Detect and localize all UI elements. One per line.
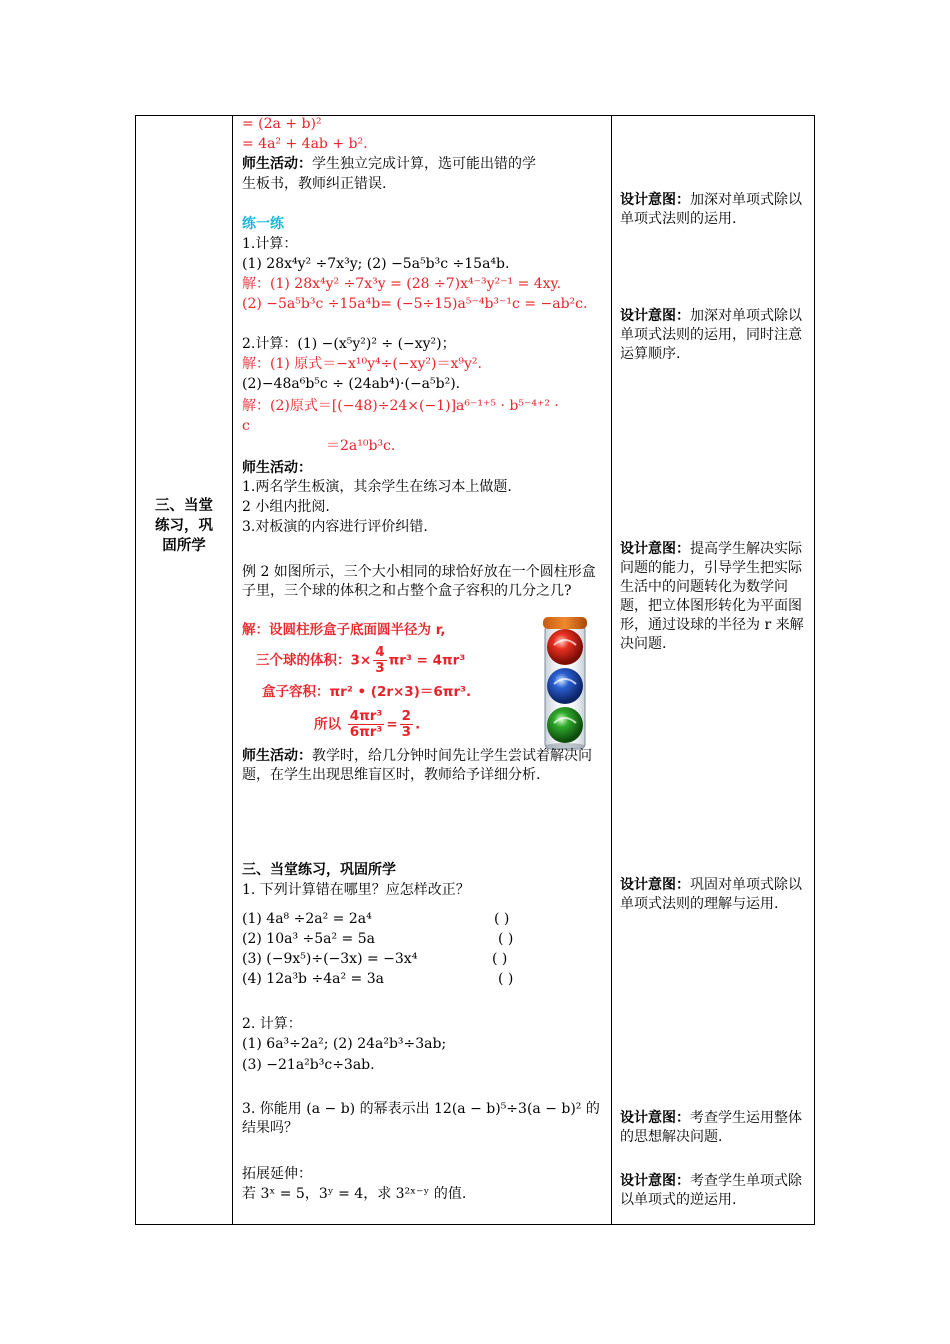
activity-2-step-1: 1.两名学生板演，其余学生在练习本上做题. [242, 479, 512, 495]
question-1-items: (1) 28x⁴y² ÷7x³y; (2) −5a⁵b³c ÷15a⁴b. [242, 256, 510, 272]
question-2-solution-2b: c [242, 418, 250, 434]
extension-title: 拓展延伸： [242, 1166, 312, 1182]
example-2-text: 例 2 如图所示，三个大小相同的球恰好放在一个圆柱形盒子里，三个球的体积之和占整个盒子容积的几分之几? [242, 564, 596, 599]
question-2-solution-1: 解：(1) 原式＝−x¹⁰y⁴÷(−xy²)＝x⁹y². [242, 356, 482, 372]
activity-3-text: 师生活动：教学时，给几分钟时间先让学生尝试着解决问题，在学生出现思维盲区时，教师给予详细分析. [242, 748, 592, 783]
question-2-title: 2.计算：(1) −(x⁵y²)² ÷ (−xy²)； [242, 336, 456, 352]
question-2-item-2: (2)−48a⁶b⁵c ÷ (24ab⁴)·(−a⁵b²). [242, 376, 461, 392]
activity-line-2: 生板书，教师纠正错误. [242, 176, 387, 192]
section-3-title: 三、当堂练习，巩固所学 [242, 862, 396, 878]
design-intent-5: 设计意图：考查学生运用整体的思想解决问题. [620, 1110, 802, 1145]
activity-2-step-3: 3.对板演的内容进行评价纠错. [242, 519, 428, 535]
derivation-line-1: = (2a + b)² [242, 116, 322, 132]
exercise-1-item-1: (1) 4a⁸ ÷2a² = 2a⁴ [242, 911, 372, 927]
design-intent-3: 设计意图：提高学生解决实际问题的能力，引导学生把实际生活中的问题转化为数学问题，把立体图形转化为平面图形，通过设球的半径为 r 来解决问题. [620, 541, 804, 652]
activity-line-1: 师生活动：学生独立完成计算，选可能出错的学 [242, 156, 536, 172]
activity-2-label: 师生活动： [242, 460, 312, 476]
exercise-1-title: 1. 下列计算错在哪里？应怎样改正？ [242, 882, 470, 898]
design-intent-4: 设计意图：巩固对单项式除以单项式法则的理解与运用. [620, 877, 802, 912]
exercise-2-title: 2. 计算： [242, 1016, 302, 1032]
column-divider-2 [611, 116, 612, 1224]
design-intent-1: 设计意图：加深对单项式除以单项式法则的运用. [620, 192, 802, 227]
exercise-1-item-4: (4) 12a³b ÷4a² = 3a [242, 971, 384, 987]
practice-title: 练一练 [242, 216, 284, 232]
exercise-1-item-2: (2) 10a³ ÷5a² = 5a [242, 931, 375, 947]
answer-line-4: 所以 $\frac{\text{4πr³}}{\text{6πr³}}$ = $\frac{2}{3}$ . [314, 708, 421, 740]
fraction-volume-ratio: $\frac{\text{4πr³}}{\text{6πr³}}$ [349, 708, 383, 740]
extension-problem: 若 3ˣ = 5，3ʸ = 4，求 3²ˣ⁻ʸ 的值. [242, 1186, 467, 1202]
question-1-solution-2: (2) −5a⁵b³c ÷15a⁴b= (−5÷15)a⁵⁻⁴b³⁻¹c = −ab²c. [242, 296, 588, 312]
exercise-1-item-3: (3) (−9x⁵)÷(−3x) = −3x⁴ [242, 951, 418, 967]
activity-2-step-2: 2 小组内批阅. [242, 499, 330, 515]
fraction-4-3: $\frac{4}{3}$ [375, 644, 385, 676]
answer-line-1: 解：设圆柱形盒子底面圆半径为 r, [242, 622, 446, 638]
question-2-solution-2c: ＝2a¹⁰b³c. [326, 438, 396, 454]
cylinder-balls-illustration [542, 615, 588, 751]
section-label: 三、当堂 练习，巩 固所学 [155, 498, 213, 554]
exercise-1-blank-3[interactable]: ( ) [492, 951, 508, 967]
design-intent-2: 设计意图：加深对单项式除以单项式法则的运用，同时注意运算顺序. [620, 308, 802, 362]
exercise-1-blank-2[interactable]: ( ) [498, 931, 514, 947]
question-1-title: 1.计算： [242, 236, 298, 252]
exercise-1-blank-1[interactable]: ( ) [494, 911, 510, 927]
design-intent-6: 设计意图：考查学生单项式除以单项式的逆运用. [620, 1173, 802, 1208]
exercise-1-blank-4[interactable]: ( ) [498, 971, 514, 987]
question-1-solution-1: 解：(1) 28x⁴y² ÷7x³y = (28 ÷7)x⁴⁻³y²⁻¹ = 4xy. [242, 276, 562, 292]
exercise-2-line-2: (3) −21a²b³c÷3ab. [242, 1057, 375, 1073]
question-2-solution-2: 解：(2)原式＝[(−48)÷24×(−1)]a⁶⁻¹⁺⁵ · b⁵⁻⁴⁺² · [242, 398, 559, 414]
answer-line-3: 盒子容积：πr² • (2r×3)＝6πr³. [262, 684, 472, 700]
answer-line-2: 三个球的体积：3× $\frac{4}{3}$ πr³ = 4πr³ [256, 644, 466, 676]
fraction-2-3: $\frac{2}{3}$ [401, 708, 412, 740]
derivation-line-2: = 4a² + 4ab + b². [242, 136, 368, 152]
column-divider-1 [232, 116, 233, 1224]
exercise-2-line-1: (1) 6a³÷2a²; (2) 24a²b³÷3ab; [242, 1036, 447, 1052]
exercise-3-text: 3. 你能用 (a − b) 的幂表示出 12(a − b)⁵÷3(a − b)² 的结果吗？ [242, 1101, 600, 1136]
